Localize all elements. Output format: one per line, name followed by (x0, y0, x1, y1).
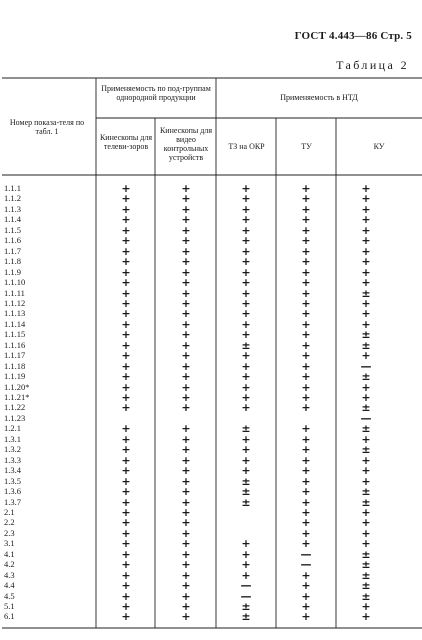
column-header-tu: ТУ (301, 142, 312, 151)
row-label: 1.3.3 (4, 454, 21, 465)
table-cell-mark: + (301, 296, 311, 310)
table-cell-mark: — (300, 558, 312, 572)
row-label: 1.1.10 (4, 277, 26, 288)
table-cell-mark: + (121, 600, 131, 613)
row-label: 1.2.1 (4, 423, 21, 434)
table-cell-mark: + (241, 328, 251, 342)
table-cell-mark: + (301, 422, 311, 436)
table-cell-mark: + (121, 485, 131, 499)
table-cell-mark: + (241, 223, 251, 237)
table-cell-mark: + (301, 474, 311, 488)
table-cell-mark: + (361, 464, 371, 478)
table-cell-mark: ± (361, 495, 371, 509)
table-cell-mark: + (361, 202, 371, 216)
table-cell-mark: + (121, 349, 131, 363)
table-cell-mark: + (181, 505, 191, 519)
table-cell-mark: + (121, 568, 131, 582)
table-cell-mark: + (301, 485, 311, 499)
table-cell-mark: + (121, 255, 131, 269)
row-label: 1.1.1 (4, 183, 21, 193)
table-cell-mark: + (181, 338, 191, 352)
row-label: 1.1.15 (4, 329, 26, 340)
table-cell-mark: ± (361, 568, 371, 582)
row-label: 1.1.8 (4, 256, 21, 267)
table-cell-mark: + (181, 474, 191, 488)
table-cell-mark: + (301, 610, 311, 624)
table-cell-mark: + (301, 370, 311, 384)
table-cell-mark: + (121, 276, 131, 290)
table-cell-mark: + (121, 505, 131, 519)
table-cell-mark: ± (361, 328, 371, 342)
table-cell-mark: + (121, 464, 131, 478)
table-cell-mark: + (181, 526, 191, 540)
table-cell-mark: + (241, 380, 251, 394)
table-cell-mark: + (181, 182, 191, 195)
table-cell-mark: + (181, 359, 191, 373)
table-cell-mark: + (241, 568, 251, 582)
table-cell-mark: + (181, 265, 191, 279)
group-header-ntd: Применяемость в НТД (280, 93, 358, 102)
row-label: 2.2 (4, 517, 15, 528)
table-cell-mark: ± (361, 443, 371, 457)
table-cell-mark: + (361, 234, 371, 248)
table-cell-mark: + (181, 568, 191, 582)
table-cell-mark: + (181, 495, 191, 509)
table-cell-mark: ± (361, 558, 371, 572)
table-cell-mark: + (241, 296, 251, 310)
table-cell-mark: + (121, 307, 131, 321)
column-header-index: Номер показа-теля по табл. 1 (9, 118, 85, 136)
row-label: 1.1.9 (4, 266, 21, 277)
row-label: 1.1.7 (4, 245, 21, 256)
row-label: 1.3.7 (4, 496, 21, 507)
table-cell-mark: + (121, 213, 131, 227)
table-cell-mark: + (241, 359, 251, 373)
row-label: 1.1.4 (4, 214, 21, 225)
table-cell-mark: + (301, 234, 311, 248)
table-cell-mark: ± (361, 286, 371, 300)
table-cell-mark: + (121, 579, 131, 593)
row-label: 1.1.16 (4, 339, 26, 350)
row-label: 4.2 (4, 559, 15, 570)
table-cell-mark: + (181, 464, 191, 478)
table-cell-mark: + (301, 265, 311, 279)
table-cell-mark: + (121, 317, 131, 331)
table-cell-mark: + (181, 296, 191, 310)
table-cell-mark: ± (361, 401, 371, 415)
row-label: 1.1.3 (4, 203, 21, 214)
row-label: 1.3.6 (4, 486, 21, 497)
table-cell-mark: + (361, 432, 371, 446)
table-cell-mark: + (241, 276, 251, 290)
table-cell-mark: + (121, 244, 131, 258)
row-label: 1.3.5 (4, 475, 21, 486)
table-cell-mark: + (121, 526, 131, 540)
table-cell-mark: + (181, 600, 191, 613)
table-cell-mark: ± (241, 485, 251, 499)
row-label: 1.1.12 (4, 297, 26, 308)
table-cell-mark: + (361, 537, 371, 551)
table-cell-mark: + (121, 192, 131, 206)
table-cell-mark: + (121, 182, 131, 195)
row-label: 1.1.17 (4, 350, 26, 361)
table-cell-mark: + (241, 453, 251, 467)
table-cell-mark: + (121, 296, 131, 310)
table-cell-mark: + (241, 244, 251, 258)
row-label: 1.1.19 (4, 371, 26, 382)
table-cell-mark: + (121, 401, 131, 415)
table-cell-mark: + (121, 202, 131, 216)
table-cell-mark: ± (361, 589, 371, 603)
table-cell-mark: + (301, 401, 311, 415)
table-cell-mark: + (301, 600, 311, 613)
table-cell-mark: + (181, 610, 191, 624)
table-cell-mark: + (241, 349, 251, 363)
table-cell-mark: + (181, 579, 191, 593)
row-label: 4.3 (4, 569, 15, 580)
row-label: 2.1 (4, 506, 15, 517)
table-cell-mark: + (181, 547, 191, 561)
table-cell-mark: ± (361, 370, 371, 384)
table-cell-mark: + (301, 589, 311, 603)
table-cell-mark: + (181, 276, 191, 290)
table-cell-mark: + (121, 223, 131, 237)
table-cell-mark: + (241, 464, 251, 478)
table-cell-mark: + (361, 192, 371, 206)
row-label: 1.1.11 (4, 287, 25, 298)
table-cell-mark: + (121, 370, 131, 384)
table-cell-mark: + (301, 537, 311, 551)
row-label: 1.1.6 (4, 235, 21, 246)
row-label: 1.3.2 (4, 444, 21, 455)
table-cell-mark: + (121, 610, 131, 624)
row-label: 4.1 (4, 548, 15, 559)
table-cell-mark: + (301, 202, 311, 216)
table-cell-mark: + (121, 328, 131, 342)
table-cell-mark: + (241, 537, 251, 551)
table-cell-mark: + (361, 255, 371, 269)
table-cell-mark: + (181, 317, 191, 331)
table-cell-mark: + (301, 223, 311, 237)
table-cell-mark: + (181, 537, 191, 551)
table-cell-mark: + (181, 192, 191, 206)
table-cell-mark: + (301, 526, 311, 540)
table-cell-mark: + (121, 338, 131, 352)
table-cell-mark: + (361, 265, 371, 279)
table-cell-mark: + (361, 474, 371, 488)
table-cell-mark: — (360, 411, 372, 425)
row-label: 1.1.13 (4, 308, 26, 319)
row-label: 1.1.14 (4, 318, 26, 329)
table-cell-mark: + (241, 307, 251, 321)
row-label: 2.3 (4, 527, 15, 538)
table-cell-mark: + (181, 328, 191, 342)
table-cell-mark: + (361, 317, 371, 331)
row-label: 1.1.22 (4, 402, 26, 413)
table-cell-mark: ± (361, 579, 371, 593)
row-label: 1.1.23 (4, 412, 26, 423)
table-cell-mark: + (241, 432, 251, 446)
table-cell-mark: + (361, 526, 371, 540)
table-cell-mark: — (300, 547, 312, 561)
table-cell-mark: + (361, 505, 371, 519)
table-cell-mark: + (181, 286, 191, 300)
table-cell-mark: + (181, 401, 191, 415)
table-cell-mark: ± (241, 474, 251, 488)
table-cell-mark: + (121, 265, 131, 279)
table-cell-mark: + (121, 495, 131, 509)
table-cell-mark: + (241, 547, 251, 561)
table-cell-mark: + (181, 589, 191, 603)
table-cell-mark: + (301, 244, 311, 258)
row-label: 1.1.21* (4, 392, 30, 402)
table-cell-mark: + (241, 234, 251, 248)
table-cell-mark: + (181, 234, 191, 248)
table-cell-mark: ± (241, 600, 251, 613)
table-cell-mark: + (301, 338, 311, 352)
table-cell-mark: + (361, 223, 371, 237)
table-cell-mark: + (241, 182, 251, 195)
table-cell-mark: + (121, 422, 131, 436)
table-cell-mark: ± (361, 422, 371, 436)
table-cell-mark: + (241, 401, 251, 415)
row-label: 1.3.1 (4, 433, 21, 444)
table-cell-mark: + (181, 485, 191, 499)
row-label: 1.1.2 (4, 193, 21, 204)
row-label: 5.1 (4, 601, 15, 611)
row-label: 4.4 (4, 580, 15, 591)
table-cell-mark: + (301, 307, 311, 321)
table-cell-mark: + (121, 453, 131, 467)
row-label: 4.5 (4, 590, 15, 601)
table-cell-mark: + (301, 380, 311, 394)
table-cell-mark: + (301, 579, 311, 593)
table-cell-mark: + (241, 213, 251, 227)
table-cell-mark: + (181, 223, 191, 237)
table-cell-mark: + (241, 255, 251, 269)
table-cell-mark: + (301, 453, 311, 467)
table-cell-mark: + (301, 213, 311, 227)
table-cell-mark: + (361, 610, 371, 624)
table-cell-mark: ± (361, 547, 371, 561)
row-label: 1.1.5 (4, 224, 21, 235)
table-cell-mark: + (361, 380, 371, 394)
table-cell-mark: ± (361, 338, 371, 352)
table-cell-mark: + (301, 276, 311, 290)
table-cell-mark: + (121, 537, 131, 551)
table-cell-mark: + (301, 317, 311, 331)
row-label: 1.1.18 (4, 360, 26, 371)
table-cell-mark: ± (241, 422, 251, 436)
table-cell-mark: + (301, 328, 311, 342)
table-cell-mark: ± (241, 610, 251, 624)
column-header-tz: ТЗ на ОКР (228, 142, 265, 151)
table-cell-mark: + (301, 516, 311, 530)
table-cell-mark: + (301, 505, 311, 519)
row-label: 1.3.4 (4, 465, 21, 476)
table-cell-mark: + (121, 359, 131, 373)
table-cell-mark: + (361, 244, 371, 258)
table-cell-mark: + (361, 296, 371, 310)
table-cell-mark: — (240, 579, 252, 593)
table-cell-mark: + (361, 276, 371, 290)
table-cell-mark: + (121, 234, 131, 248)
table-cell-mark: + (301, 182, 311, 195)
table-cell-mark: + (241, 558, 251, 572)
table-cell-mark: + (181, 370, 191, 384)
table-cell-mark: + (301, 349, 311, 363)
table-cell-mark: + (361, 391, 371, 404)
row-label: 3.1 (4, 538, 15, 549)
table-cell-mark: + (181, 380, 191, 394)
table-cell-mark: + (301, 432, 311, 446)
table-cell-mark: + (301, 464, 311, 478)
table-cell-mark: + (121, 589, 131, 603)
table-cell-mark: ± (361, 485, 371, 499)
table-cell-mark: + (181, 255, 191, 269)
table-cell-mark: + (181, 202, 191, 216)
table-cell-mark: + (121, 516, 131, 530)
table-cell-mark: + (241, 370, 251, 384)
table-cell-mark: + (181, 558, 191, 572)
table-cell-mark: + (181, 391, 191, 404)
table-cell-mark: + (181, 349, 191, 363)
table-cell-mark: + (241, 192, 251, 206)
table-cell-mark: + (361, 182, 371, 195)
table-cell-mark: + (181, 244, 191, 258)
group-header-subgroups: Применяемость по под-группам однородной продукции (101, 84, 211, 102)
table-cell-mark: + (301, 192, 311, 206)
row-label: 6.1 (4, 611, 15, 622)
column-header-video-tubes: Кинескопы для видео контрольных устройств (159, 126, 213, 162)
table-cell-mark: + (121, 547, 131, 561)
table-cell-mark: — (360, 359, 372, 373)
table-cell-mark: — (240, 589, 252, 603)
table-cell-mark: + (361, 600, 371, 613)
table-cell-mark: + (301, 359, 311, 373)
table-cell-mark: + (301, 391, 311, 404)
table-cell-mark: + (301, 255, 311, 269)
table-cell-mark: + (241, 317, 251, 331)
table-cell-mark: + (121, 474, 131, 488)
table-cell-mark: + (121, 391, 131, 404)
page-header: ГОСТ 4.443—86 Стр. 5 (294, 30, 412, 42)
column-header-ku: КУ (373, 142, 385, 151)
table-cell-mark: + (121, 380, 131, 394)
table-cell-mark: + (241, 202, 251, 216)
table-cell-mark: + (121, 443, 131, 457)
table-cell-mark: + (301, 286, 311, 300)
table-cell-mark: + (361, 349, 371, 363)
table-cell-mark: + (361, 453, 371, 467)
table-cell-mark: + (181, 443, 191, 457)
table-cell-mark: + (121, 432, 131, 446)
table-cell-mark: + (241, 391, 251, 404)
table-cell-mark: + (181, 432, 191, 446)
column-header-tv-tubes: Кинескопы для телеви-зоров (99, 133, 153, 151)
table-cell-mark: + (181, 453, 191, 467)
table-cell-mark: + (301, 495, 311, 509)
table-cell-mark: + (301, 568, 311, 582)
table-cell-mark: ± (241, 338, 251, 352)
table-cell-mark: + (361, 307, 371, 321)
table-cell-mark: + (241, 265, 251, 279)
table-cell-mark: + (121, 558, 131, 572)
table-cell-mark: + (361, 213, 371, 227)
table-cell-mark: + (241, 443, 251, 457)
table-cell-mark: + (121, 286, 131, 300)
table-cell-mark: + (301, 443, 311, 457)
table-cell-mark: + (181, 516, 191, 530)
table-title: Таблица 2 (336, 58, 409, 72)
table-cell-mark: + (181, 422, 191, 436)
table-cell-mark: + (181, 213, 191, 227)
table-cell-mark: + (181, 307, 191, 321)
table-cell-mark: ± (241, 495, 251, 509)
row-label: 1.1.20* (4, 381, 30, 392)
table-cell-mark: + (361, 516, 371, 530)
table-cell-mark: + (241, 286, 251, 300)
